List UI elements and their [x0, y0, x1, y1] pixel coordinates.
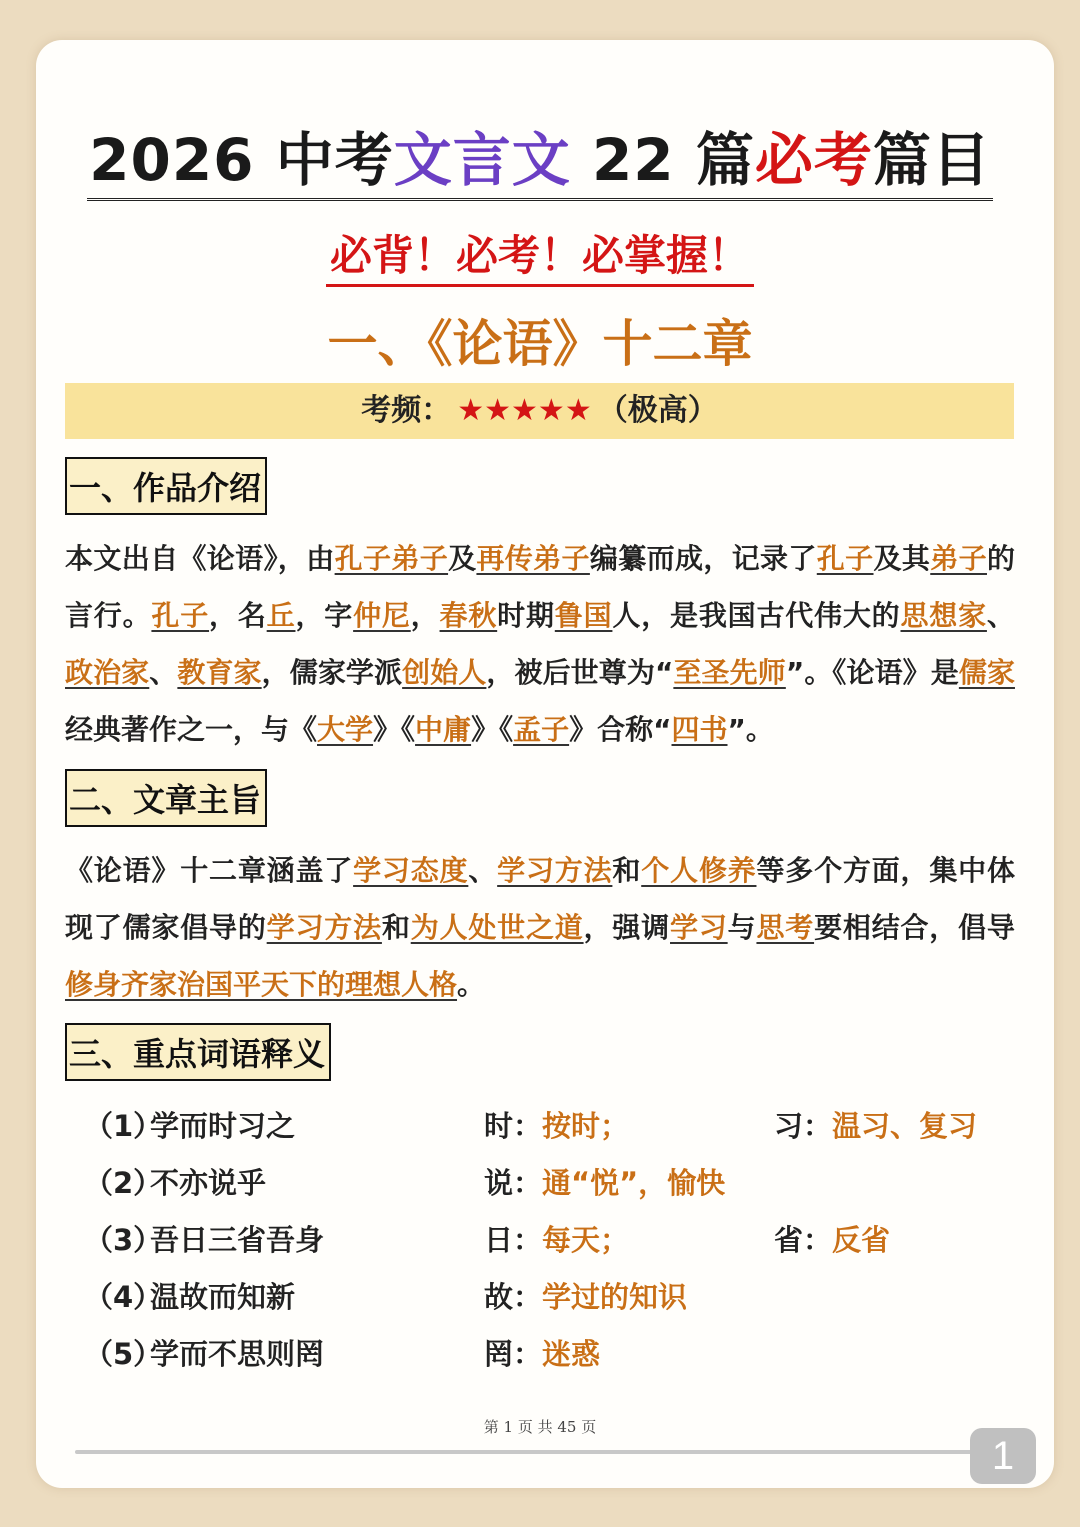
- page-title: [87, 122, 993, 201]
- vocab-phrase: 学而时习之: [150, 1109, 296, 1143]
- vocab-definition: 每天；: [542, 1223, 630, 1257]
- text-run: 本文出自《论语》，由: [65, 542, 335, 575]
- vocab-definition: 反省: [832, 1223, 891, 1257]
- highlight-term: 孔子弟子: [334, 542, 449, 575]
- text-run: 的言行。: [65, 542, 1015, 632]
- scroll-indicator[interactable]: [75, 1450, 1010, 1454]
- vocab-gloss: [484, 1212, 629, 1269]
- text-run: 》《: [373, 713, 416, 746]
- vocab-word: 故：: [484, 1280, 543, 1314]
- vocab-gloss: [484, 1098, 629, 1155]
- highlight-term: 为人处世之道: [410, 911, 584, 944]
- vocab-phrase: 学而不思则罔: [150, 1337, 325, 1371]
- vocab-number: （2）: [84, 1166, 163, 1200]
- highlight-term: 学习方法: [266, 911, 382, 944]
- vocab-word: 说：: [484, 1166, 543, 1200]
- vocab-definition: 学过的知识: [542, 1280, 688, 1314]
- vocab-row: [84, 1098, 1014, 1155]
- text-run: 经典著作之一，与《: [65, 713, 318, 746]
- highlight-term: 学习方法: [497, 854, 613, 887]
- vocab-phrase: 吾日三省吾身: [150, 1223, 325, 1257]
- text-run: 时期: [497, 599, 555, 632]
- highlight-term: 仲尼: [353, 599, 411, 632]
- vocab-row: [84, 1269, 1014, 1326]
- highlight-term: 政治家: [65, 656, 150, 689]
- text-run: ，儒家学派: [261, 656, 403, 689]
- theme-paragraph: [65, 842, 1015, 1013]
- section-heading-intro: 一、作品介绍: [65, 457, 267, 515]
- vocab-word: 时：: [484, 1109, 543, 1143]
- vocab-number: （1）: [84, 1109, 163, 1143]
- vocab-number: （3）: [84, 1223, 163, 1257]
- section-heading-theme: 二、文章主旨: [65, 769, 267, 827]
- text-run: ”。: [727, 713, 774, 746]
- text-run: 和: [381, 911, 411, 944]
- text-run: 》合称“: [569, 713, 672, 746]
- highlight-term: 至圣先师: [673, 656, 786, 689]
- highlight-term: 孔子: [151, 599, 210, 632]
- text-run: 《论语》十二章涵盖了: [65, 854, 354, 887]
- frequency-label: 考频：: [361, 393, 452, 428]
- page-number-badge[interactable]: 1: [970, 1428, 1036, 1484]
- vocab-gloss: [484, 1269, 687, 1326]
- text-run: 。: [457, 968, 486, 1001]
- text-run: 及: [448, 542, 477, 575]
- title-part: 篇目: [872, 126, 991, 194]
- text-run: ，: [410, 599, 440, 632]
- vocab-definition: 温习、复习: [832, 1109, 978, 1143]
- frequency-level: （极高）: [597, 393, 718, 428]
- page-footer: 第 1 页 共 45 页: [483, 1418, 597, 1436]
- title-part-red: 必考: [754, 126, 873, 194]
- vocab-row: [84, 1326, 1014, 1383]
- chapter-title: 一、《论语》十二章: [327, 315, 753, 373]
- subtitle: 必背！必考！必掌握！: [326, 228, 754, 287]
- text-run: 与: [727, 911, 757, 944]
- highlight-term: 学习: [670, 911, 728, 944]
- highlight-term: 中庸: [415, 713, 472, 746]
- text-run: 人，是我国古代伟大的: [612, 599, 901, 632]
- vocab-phrase: 温故而知新: [150, 1280, 296, 1314]
- text-run: 要相结合，倡导: [814, 911, 1015, 944]
- vocab-definition: 通“悦”，愉快: [542, 1166, 726, 1200]
- frequency-bar: [65, 383, 1014, 439]
- text-run: 等多个方面，集中体现了儒家倡导的: [65, 854, 1015, 944]
- highlight-term: 学习态度: [353, 854, 469, 887]
- highlight-term: 思想家: [900, 599, 987, 632]
- star-rating-icon: ★★★★★: [457, 393, 592, 428]
- vocab-word: 罔：: [484, 1337, 543, 1371]
- vocab-phrase: 不亦说乎: [150, 1166, 267, 1200]
- text-run: ，强调: [583, 911, 671, 944]
- title-container: [0, 122, 1080, 201]
- text-run: 》《: [471, 713, 514, 746]
- highlight-term: 修身齐家治国平天下的理想人格: [65, 968, 458, 1001]
- highlight-term: 孔子: [816, 542, 874, 575]
- vocab-definition: 迷惑: [542, 1337, 601, 1371]
- highlight-term: 教育家: [177, 656, 262, 689]
- vocab-row: [84, 1155, 1014, 1212]
- text-run: 、: [149, 656, 178, 689]
- text-run: 、: [986, 599, 1015, 632]
- vocab-row: [84, 1212, 1014, 1269]
- highlight-term: 孟子: [513, 713, 570, 746]
- vocab-gloss: [774, 1098, 977, 1155]
- text-run: 及其: [873, 542, 931, 575]
- vocab-word: 省：: [774, 1223, 833, 1257]
- title-part-purple: 文言文: [393, 126, 571, 194]
- vocab-number: （5）: [84, 1337, 163, 1371]
- text-run: ，字: [295, 599, 354, 632]
- highlight-term: 丘: [266, 599, 296, 632]
- highlight-term: 弟子: [930, 542, 987, 575]
- subtitle-container: [0, 228, 1080, 287]
- title-part: 2026 中考: [89, 126, 394, 194]
- text-run: ”。《论语》是: [785, 656, 959, 689]
- highlight-term: 儒家: [958, 656, 1015, 689]
- highlight-term: 春秋: [439, 599, 498, 632]
- highlight-term: 个人修养: [641, 854, 757, 887]
- highlight-term: 思考: [756, 911, 815, 944]
- vocab-gloss: [774, 1212, 890, 1269]
- highlight-term: 再传弟子: [476, 542, 590, 575]
- vocab-gloss: [484, 1155, 725, 1212]
- text-run: 编纂而成，记录了: [589, 542, 817, 575]
- vocab-word: 习：: [774, 1109, 833, 1143]
- vocab-number: （4）: [84, 1280, 163, 1314]
- highlight-term: 鲁国: [554, 599, 613, 632]
- vocab-definition: 按时；: [542, 1109, 630, 1143]
- text-run: ，被后世尊为“: [486, 656, 674, 689]
- vocab-gloss: [484, 1326, 600, 1383]
- text-run: 和: [612, 854, 642, 887]
- intro-paragraph: [65, 530, 1015, 758]
- text-run: ，名: [209, 599, 267, 632]
- highlight-term: 创始人: [402, 656, 487, 689]
- highlight-term: 四书: [671, 713, 728, 746]
- title-part: 22 篇: [570, 126, 755, 194]
- text-run: 、: [468, 854, 498, 887]
- vocab-list: [84, 1098, 1014, 1383]
- vocab-word: 日：: [484, 1223, 543, 1257]
- highlight-term: 大学: [317, 713, 374, 746]
- section-heading-vocab: 三、重点词语释义: [65, 1023, 331, 1081]
